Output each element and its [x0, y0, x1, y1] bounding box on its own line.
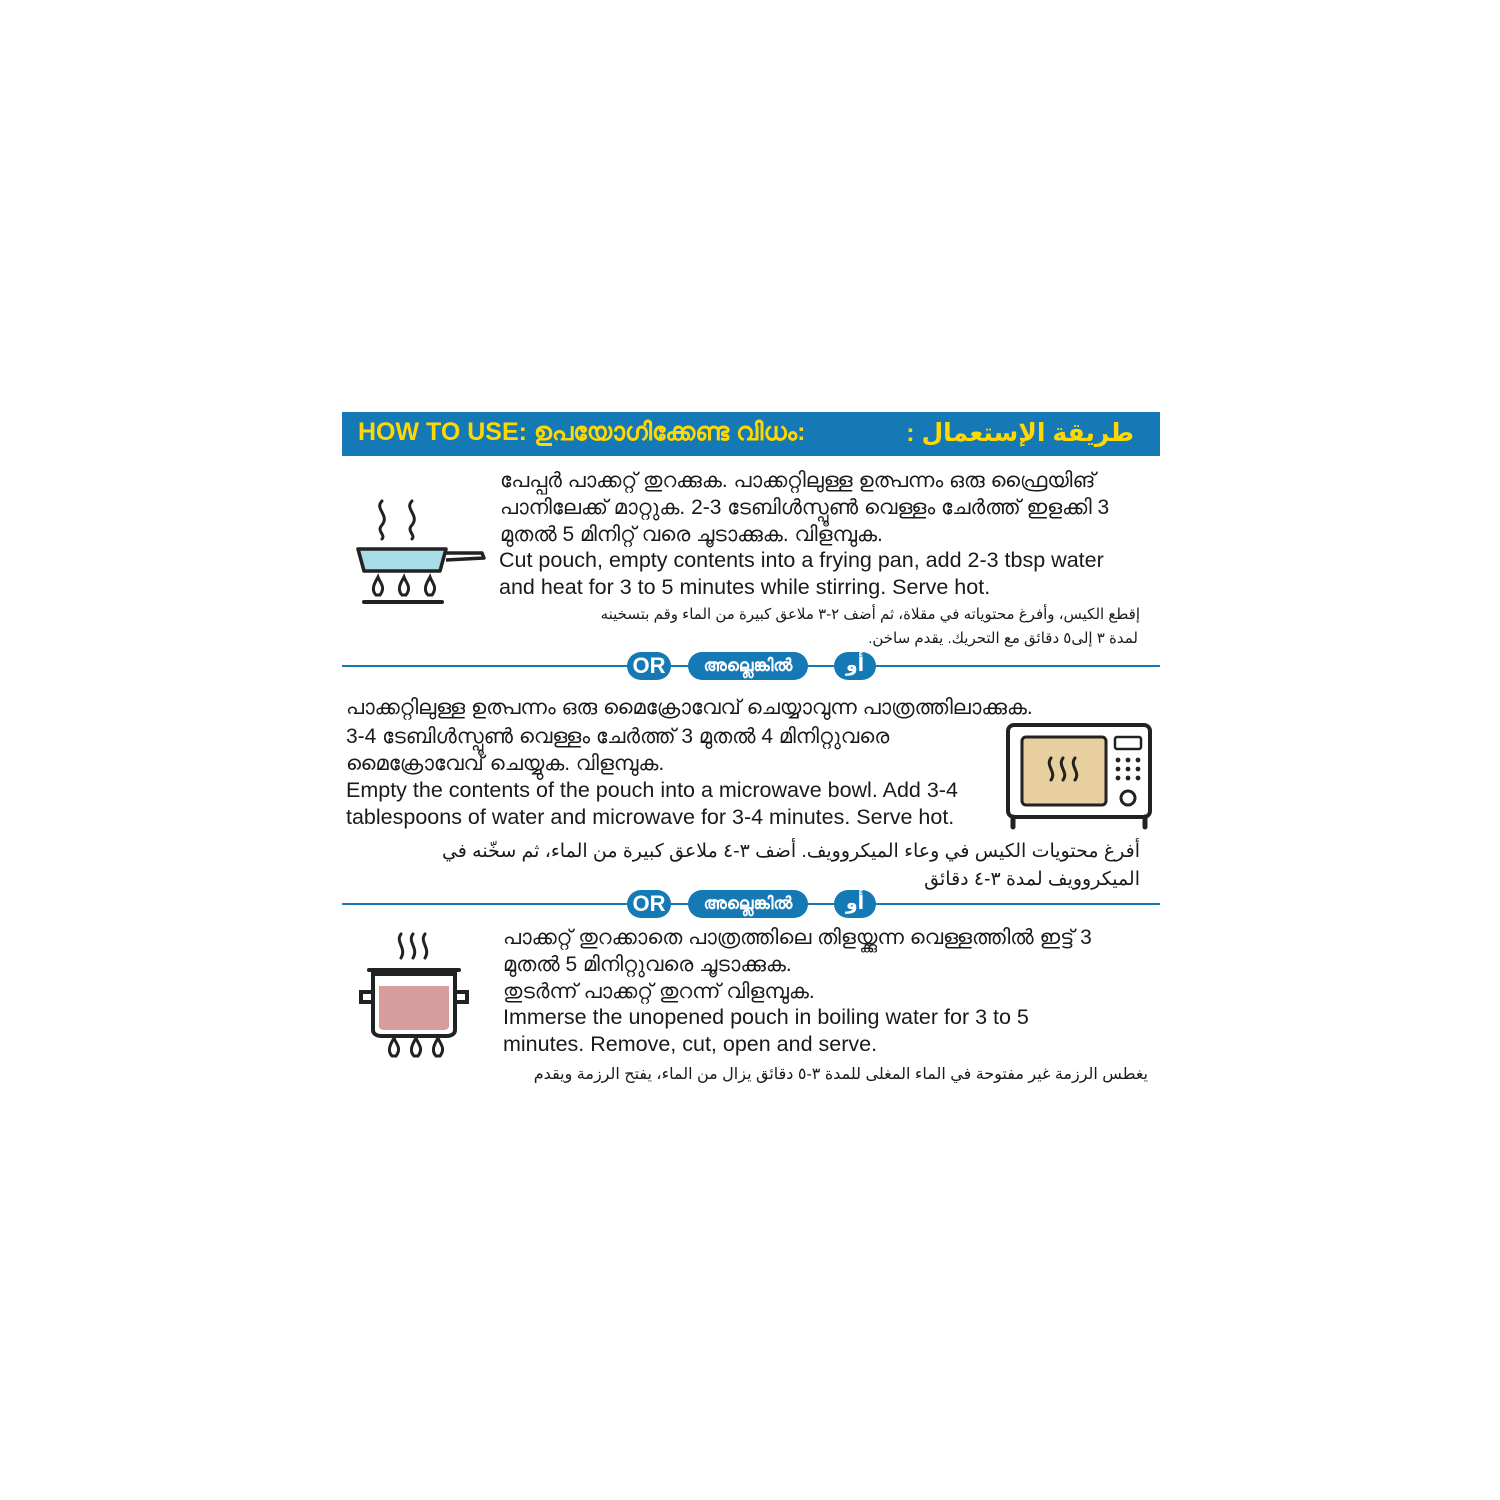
instruction-ml-3-line-3: തുടർന്ന് പാക്കറ്റ് തുറന്ന് വിളമ്പുക. — [503, 980, 815, 1003]
or-badge-malayalam: അല്ലെങ്കിൽ — [688, 890, 808, 918]
instruction-ml-2-line-3: മൈക്രോവേവ് ചെയ്യുക. വിളമ്പുക. — [346, 752, 665, 775]
instruction-en-2-line-2: tablespoons of water and microwave for 3-4 minutes. Serve hot. — [346, 805, 955, 829]
or-badge-malayalam: അല്ലെങ്കിൽ — [688, 652, 808, 680]
or-badge: OR — [627, 890, 671, 918]
instruction-ml-2-line-2: 3-4 ടേബിൾസ്പൂൺ വെള്ളം ചേർത്ത് 3 മുതൽ 4 മിനിറ്റുവരെ — [346, 725, 890, 748]
instruction-ml-1-line-3: മുതൽ 5 മിനിറ്റ് വരെ ചൂടാക്കുക. വിളമ്പുക. — [500, 523, 883, 546]
microwave-icon — [1005, 722, 1155, 830]
instruction-ar-2-line-1: أفرغ محتويات الكيس في وعاء الميكروويف. أضف ٣-٤ ملاعق كبيرة من الماء، ثم سخّنه في — [441, 841, 1140, 862]
instruction-ar-1-line-2: لمدة ٣ إلى٥ دقائق مع التحريك. يقدم ساخن. — [868, 630, 1138, 647]
instruction-en-2-line-1: Empty the contents of the pouch into a microwave bowl. Add 3-4 — [346, 778, 958, 802]
header-bar — [342, 412, 1160, 456]
instruction-en-3-line-2: minutes. Remove, cut, open and serve. — [503, 1032, 878, 1056]
frying-pan-icon — [350, 495, 490, 610]
instruction-ml-3-line-2: മുതൽ 5 മിനിറ്റുവരെ ചൂടാക്കുക. — [503, 953, 792, 976]
instruction-ml-1-line-1: പേപ്പർ പാക്കറ്റ് തുറക്കുക. പാക്കറ്റിലുള്ള ഉത്പന്നം ഒരു ഫ്രൈയിങ് — [500, 469, 1096, 492]
or-badge: OR — [627, 652, 671, 680]
instruction-en-1-line-2: and heat for 3 to 5 minutes while stirring. Serve hot. — [499, 575, 991, 599]
instruction-ml-2-line-1: പാക്കറ്റിലുള്ള ഉത്പന്നം ഒരു മൈക്രോവേവ് ചെയ്യാവുന്ന പാത്രത്തിലാക്കുക. — [346, 696, 1033, 719]
instruction-ar-1-line-1: إقطع الكيس، وأفرغ محتوياته في مقلاة، ثم أضف ٢-٣ ملاعق كبيرة من الماء وقم بتسخينه — [600, 606, 1140, 623]
instruction-ar-3-line-1: يغطس الرزمة غير مفتوحة في الماء المغلى للمدة ٣-٥ دقائق يزال من الماء، يفتح الرزمة ويقدم — [533, 1066, 1148, 1083]
instruction-en-1-line-1: Cut pouch, empty contents into a frying pan, add 2-3 tbsp water — [499, 548, 1104, 572]
page-title: HOW TO USE: ഉപയോഗിക്കേണ്ട വിധം: — [358, 418, 806, 446]
or-badge-arabic: أو — [834, 890, 876, 918]
or-badge-arabic: أو — [834, 652, 876, 680]
instruction-ml-1-line-2: പാനിലേക്ക് മാറ്റുക. 2-3 ടേബിൾസ്പൂൺ വെള്ളം ചേർത്ത് ഇളക്കി 3 — [500, 496, 1110, 519]
instruction-en-3-line-1: Immerse the unopened pouch in boiling water for 3 to 5 — [503, 1005, 1029, 1029]
instruction-ml-3-line-1: പാക്കറ്റ് തുറക്കാതെ പാത്രത്തിലെ തിളയ്ക്കുന്ന വെള്ളത്തിൽ ഇട്ട് 3 — [503, 926, 1092, 949]
boiling-pot-icon — [355, 930, 475, 1060]
page-title-arabic: طريقة الإستعمال : — [906, 419, 1134, 447]
instruction-ar-2-line-2: الميكروويف لمدة ٣-٤ دقائق — [924, 869, 1140, 890]
